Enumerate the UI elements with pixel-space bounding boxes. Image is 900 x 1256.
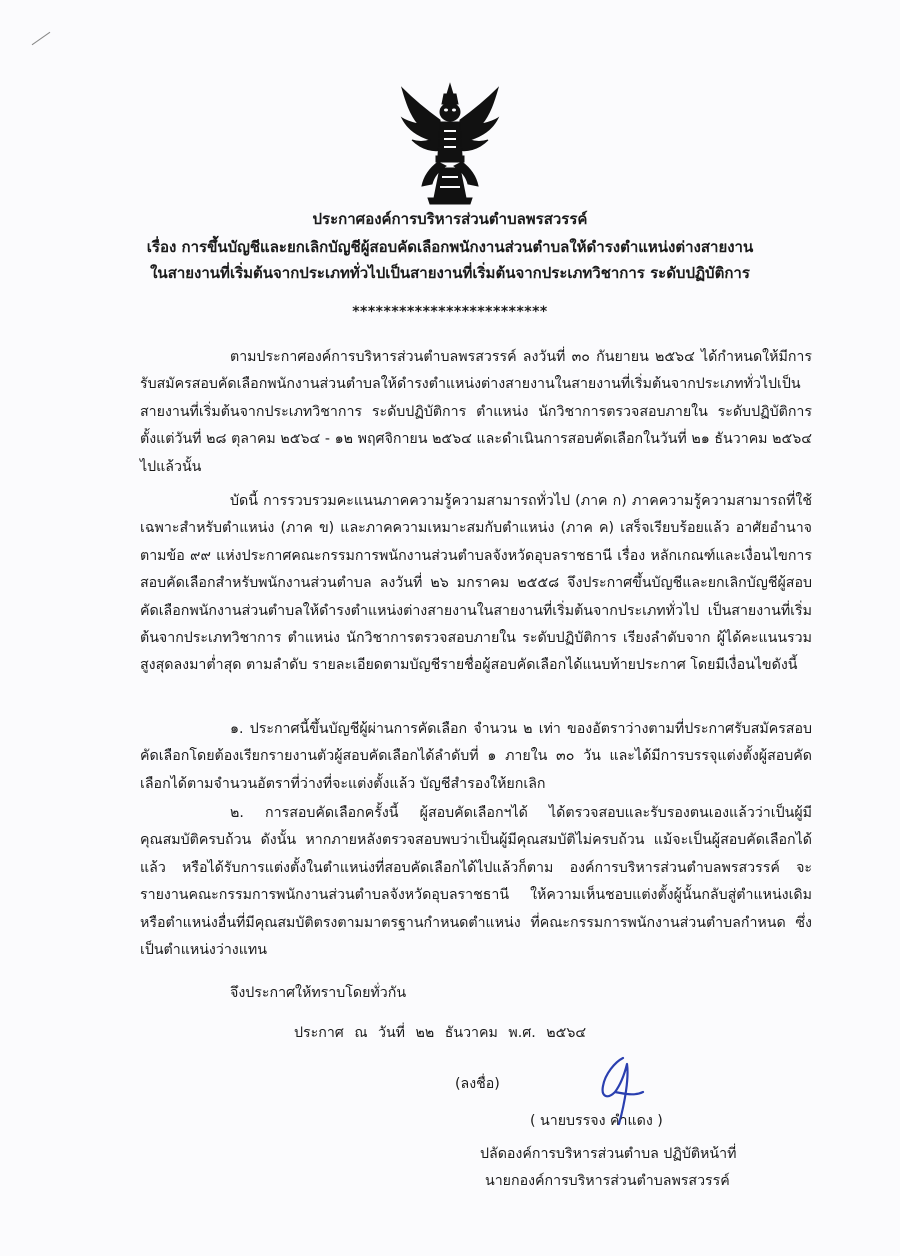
signer-position-2: นายกองค์การบริหารส่วนตำบลพรสวรรค์ [485,1173,730,1189]
scan-mark [32,32,51,45]
sign-label: (ลงชื่อ) [455,1076,500,1092]
body-paragraph-1: ตามประกาศองค์การบริหารส่วนตำบลพรสวรรค์ ลงวันที่ ๓๐ กันยายน ๒๕๖๔ ได้กำหนดให้มีการรับสมัครสอบคัดเลือกพนักงานส่วนตำบลให้ดำรงตำแหน่งต่างสายงานในสายงานที่เริ่มต้นจากประเภททั่วไปเป็นสายงานที่เริ่มต้นจากประเภทวิชาการ ระดับปฏิบัติการ ตำแหน่ง นักวิชาการตรวจสอบภายใน ระดับปฏิบัติการ ตั้งแต่วันที่ ๒๘ ตุลาคม ๒๕๖๔ - ๑๒ พฤศจิกายน ๒๕๖๔ และดำเนินการสอบคัดเลือกในวันที่ ๒๑ ธันวาคม ๒๕๖๔ ไปแล้วนั้น [140,349,812,475]
signer-name: ( นายบรรจง คำแดง ) [530,1113,663,1129]
separator-stars: ************************* [352,304,548,320]
announcement-title: ประกาศองค์การบริหารส่วนตำบลพรสวรรค์ [312,210,588,228]
body-paragraph-2: บัดนี้ การรวบรวมคะแนนภาคความรู้ความสามารถทั่วไป (ภาค ก) ภาคความรู้ความสามารถที่ใช้เฉพาะสำหรับตำแหน่ง (ภาค ข) และภาคความเหมาะสมกับตำแหน่ง (ภาค ค) เสร็จเรียบร้อยแล้ว อาศัยอำนาจตามข้อ ๙๙ แห่งประกาศคณะกรรมการพนักงานส่วนตำบลจังหวัดอุบลราชธานี เรื่อง หลักเกณฑ์และเงื่อนไขการสอบคัดเลือกสำหรับพนักงานส่วนตำบล ลงวันที่ ๒๖ มกราคม ๒๕๕๘ จึงประกาศขึ้นบัญชีและยกเลิกบัญชีผู้สอบคัดเลือกพนักงานส่วนตำบลให้ดำรงตำแหน่งต่างสายงานในสายงานที่เริ่มต้นจากประเภททั่วไป เป็นสายงานที่เริ่มต้นจากประเภทวิชาการ ตำแหน่ง นักวิชาการตรวจสอบภายใน ระดับปฏิบัติการ เรียงลำดับจาก ผู้ได้คะแนนรวมสูงสุดลงมาต่ำสุด ตามลำดับ รายละเอียดตามบัญชีรายชื่อผู้สอบคัดเลือกได้แนบท้ายประกาศ โดยมีเงื่อนไขดังนี้ [140,493,812,674]
subject-line-2: ในสายงานที่เริ่มต้นจากประเภททั่วไปเป็นสายงานที่เริ่มต้นจากประเภทวิชาการ ระดับปฏิบัติการ [150,264,750,282]
signer-position-1: ปลัดองค์การบริหารส่วนตำบล ปฏิบัติหน้าที่ [480,1146,737,1162]
condition-item-1: ๑. ประกาศนี้ขึ้นบัญชีผู้ผ่านการคัดเลือก จำนวน ๒ เท่า ของอัตราว่างตามที่ประกาศรับสมัครสอบคัดเลือกโดยต้องเรียกรายงานตัวผู้สอบคัดเลือกได้ลำดับที่ ๑ ภายใน ๓๐ วัน และได้มีการบรรจุแต่งตั้งผู้สอบคัดเลือกได้ตามจำนวนอัตราที่ว่างที่จะแต่งตั้งแล้ว บัญชีสำรองให้ยกเลิก [140,721,812,792]
subject-line-1: เรื่อง การขึ้นบัญชีและยกเลิกบัญชีผู้สอบคัดเลือกพนักงานส่วนตำบลให้ดำรงตำแหน่งต่างสายงาน [146,238,754,256]
condition-item-2: ๒. การสอบคัดเลือกครั้งนี้ ผู้สอบคัดเลือกฯได้ ได้ตรวจสอบและรับรองตนเองแล้วว่าเป็นผู้มีคุณสมบัติครบถ้วน ดังนั้น หากภายหลังตรวจสอบพบว่าเป็นผู้มีคุณสมบัติไม่ครบถ้วน แม้จะเป็นผู้สอบคัดเลือกได้แล้ว หรือได้รับการแต่งตั้งในตำแหน่งที่สอบคัดเลือกได้ไปแล้วก็ตาม องค์การบริหารส่วนตำบลพรสวรรค์ จะรายงานคณะกรรมการพนักงานส่วนตำบลจังหวัดอุบลราชธานี ให้ความเห็นชอบแต่งตั้งผู้นั้นกลับสู่ตำแหน่งเดิมหรือตำแหน่งอื่นที่มีคุณสมบัติตรงตามมาตรฐานกำหนดตำแหน่ง ที่คณะกรรมการพนักงานส่วนตำบลกำหนด ซึ่งเป็นตำแหน่งว่างแทน [140,805,812,959]
announcement-date: ประกาศ ณ วันที่ ๒๒ ธันวาคม พ.ศ. ๒๕๖๔ [294,1025,587,1041]
garuda-emblem-icon [400,80,500,208]
closing-statement: จึงประกาศให้ทราบโดยทั่วกัน [230,985,407,1001]
